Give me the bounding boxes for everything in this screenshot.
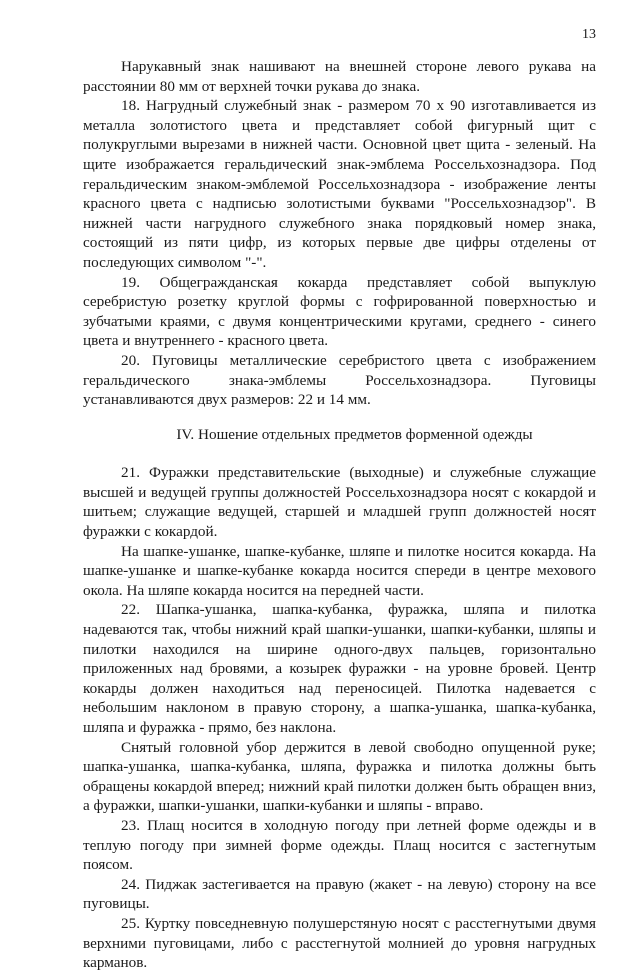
paragraph-24: 24. Пиджак застегивается на правую (жакет - на левую) сторону на все пуговицы. xyxy=(83,875,596,913)
paragraph-19: 19. Общегражданская кокарда представляет собой выпуклую серебристую розетку круглой формы с гофрированной поверхностью и зубчатыми краями, с двумя концентрическими кругами, среднего - синего цвета и внутреннего - красного цвета. xyxy=(83,273,596,350)
paragraph-21: 21. Фуражки представительские (выходные) и служебные служащие высшей и ведущей группы должностей Россельхознадзора носят с кокардой и шитьем; служащие ведущей, старшей и младшей групп должностей носят фуражки с кокардой. xyxy=(83,464,596,541)
paragraph-22: 22. Шапка-ушанка, шапка-кубанка, фуражка, шляпа и пилотка надеваются так, чтобы нижний край шапки-ушанки, шапки-кубанки, шляпы и пилотки находился на ширине одного-двух пальцев, горизонтально приложенных над бровями, а козырек фуражки - на уровне бровей. Центр кокарды должен находиться над переносицей. Пилотка надевается с небольшим наклоном в правую сторону, а шапка-ушанка, шапка-кубанка, шляпа и фуражка - прямо, без наклона. xyxy=(83,601,596,736)
paragraph-removed-headwear: Снятый головной убор держится в левой свободно опущенной руке; шапка-ушанка, шапка-кубанка, шляпа, фуражка и пилотка должны быть обращены кокардой вперед; нижний край пилотки должен быть обращен вниз, а фуражки, шапки-ушанки, шапки-кубанки и шляпы - вправо. xyxy=(83,738,596,815)
paragraph-cockade-placement: На шапке-ушанке, шапке-кубанке, шляпе и пилотке носится кокарда. На шапке-ушанке и шапке-кубанке кокарда носится спереди в центре мехового окола. На шляпе кокарда носится на передней части. xyxy=(83,542,596,599)
page-number: 13 xyxy=(582,27,596,42)
paragraph-18: 18. Нагрудный служебный знак - размером 70 х 90 изготавливается из металла золотистого цвета и представляет собой фигурный щит с полукруглыми вырезами в нижней части. Основной цвет щита - зеленый. На щите изображается геральдический знак-эмблема Россельхознадзора. Под геральдическим знаком-эмблемой Россельхознадзора - изображение ленты красного цвета с надписью золотистыми буквами "Россельхознадзор". В нижней части нагрудного служебного знака порядковый номер знака, состоящий из пяти цифр, из которых первые две цифры отделены от последующих символом "-". xyxy=(83,97,596,271)
paragraph-20: 20. Пуговицы металлические серебристого цвета с изображением геральдического знака-эмблемы Россельхознадзора. Пуговицы устанавливаются двух размеров: 22 и 14 мм. xyxy=(83,351,596,409)
paragraph-25: 25. Куртку повседневную полушерстяную носят с расстегнутыми двумя верхними пуговицами, либо с расстегнутой молнией до уровня нагрудных карманов. xyxy=(83,914,596,972)
paragraph-23: 23. Плащ носится в холодную погоду при летней форме одежды и в теплую погоду при зимней форме одежды. Плащ носится с застегнутым поясом. xyxy=(83,816,596,874)
document-body xyxy=(83,57,596,973)
paragraph-sleeve-badge: Нарукавный знак нашивают на внешней стороне левого рукава на расстоянии 80 мм от верхней точки рукава до знака. xyxy=(83,58,596,95)
section-heading: IV. Ношение отдельных предметов форменной одежды xyxy=(176,425,533,443)
